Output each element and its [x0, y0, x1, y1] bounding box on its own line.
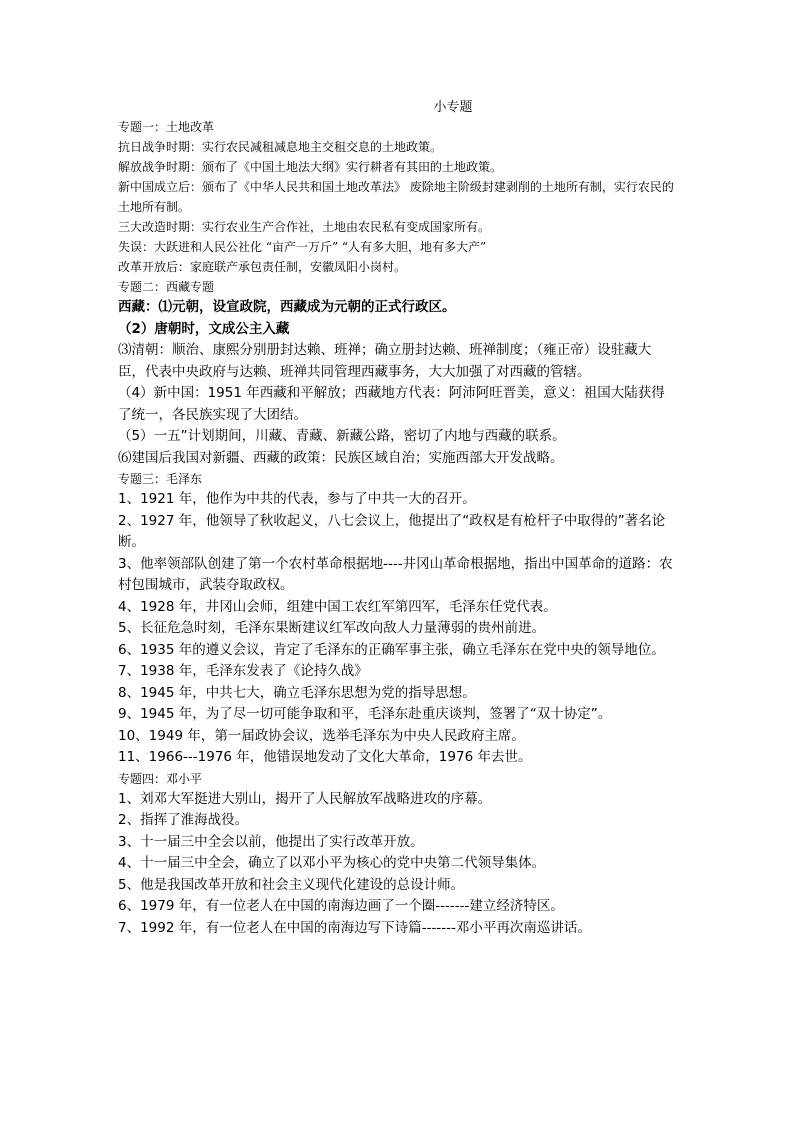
paragraph-line: （2）唐朝时，文成公主入藏	[118, 320, 290, 337]
list-item: 3、十一届三中全会以前，他提出了实行改革开放。	[118, 833, 424, 850]
list-item: 9、1945 年，为了尽一切可能争取和平，毛泽东赴重庆谈判，签署了“双十协定”。	[118, 706, 612, 722]
heading-deng: 专题四：邓小平	[118, 771, 203, 786]
list-item: 4、十一届三中全会，确立了以邓小平为核心的党中央第二代领导集体。	[118, 855, 546, 871]
page-title: 小专题	[433, 100, 473, 115]
list-item: 4、1928 年，井冈山会师，组建中国工农红军第四军，毛泽东任党代表。	[118, 598, 557, 615]
list-item: 5、长征危急时刻，毛泽东果断建议红军改向敌人力量薄弱的贵州前进。	[118, 620, 546, 636]
paragraph-line: 失误：大跃进和人民公社化 “亩产一万斤” “人有多大胆，地有多大产”	[118, 240, 487, 254]
paragraph-line: ⑶清朝：顺治、康熙分别册封达赖、班禅；确立册封达赖、班禅制度；（雍正帝）设驻藏大臣，代表中央政府与达赖、班禅共同管理西藏事务，大大加强了对西藏的管辖。	[118, 342, 652, 380]
list-item: 10、1949 年，第一届政协会议，选举毛泽东为中央人民政府主席。	[118, 727, 525, 744]
list-item: 1、1921 年，他作为中共的代表，参与了中共一大的召开。	[118, 491, 476, 507]
document-content	[118, 99, 678, 939]
paragraph-line: ⑹建国后我国对新疆、西藏的政策：民族区域自治；实施西部大开发战略。	[118, 449, 564, 466]
paragraph-line: （4）新中国：1951 年西藏和平解放；西藏地方代表：阿沛阿旺晋美，意义：祖国大陆获得了统一，各民族实现了大团结。	[118, 385, 665, 423]
heading-tibet: 专题二：西藏专题	[118, 280, 215, 294]
paragraph-line: 解放战争时期：颁布了《中国土地法大纲》实行耕者有其田的土地政策。	[118, 160, 503, 174]
list-item: 7、1938 年，毛泽东发表了《论持久战》	[118, 663, 368, 679]
heading-mao: 专题三：毛泽东	[118, 472, 203, 486]
list-item: 3、他率领部队创建了第一个农村革命根据地----井冈山革命根据地，指出中国革命的道路：农村包围城市，武装夺取政权。	[118, 555, 673, 593]
heading-land-reform: 专题一：土地改革	[118, 120, 215, 134]
paragraph-line: 改革开放后：家庭联产承包责任制，安徽凤阳小岗村。	[118, 260, 407, 274]
list-item: 1、刘邓大军挺进大别山，揭开了人民解放军战略进攻的序幕。	[118, 790, 492, 807]
list-item: 5、他是我国改革开放和社会主义现代化建设的总设计师。	[118, 876, 465, 893]
paragraph-line: 西藏：⑴元朝，设宣政院，西藏成为元朝的正式行政区。	[118, 299, 456, 315]
list-item: 6、1935 年的遵义会议，肯定了毛泽东的正确军事主张，确立毛泽东在党中央的领导地位。	[118, 641, 665, 658]
paragraph-line: （5）一五”计划期间，川藏、青藏、新藏公路，密切了内地与西藏的联系。	[118, 428, 566, 444]
list-item: 8、1945 年，中共七大，确立毛泽东思想为党的指导思想。	[118, 684, 476, 701]
paragraph-line: 新中国成立后：颁布了《中华人民共和国土地改革法》 废除地主阶级封建剥削的土地所有制，实行农民的土地所有制。	[118, 180, 674, 214]
list-item: 2、指挥了淮海战役。	[118, 812, 249, 828]
list-item: 11、1966---1976 年，他错误地发动了文化大革命，1976 年去世。	[118, 749, 532, 765]
list-item: 2、1927 年，他领导了秋收起义，八七会议上，他提出了“政权是有枪杆子中取得的”著名论断。	[118, 512, 666, 550]
paragraph-line: 抗日战争时期：实行农民减租减息地主交租交息的土地政策。	[118, 140, 443, 154]
list-item: 7、1992 年，有一位老人在中国的南海边写下诗篇-------邓小平再次南巡讲话。	[118, 919, 591, 936]
list-item: 6、1979 年，有一位老人在中国的南海边画了一个圈-------建立经济特区。	[118, 898, 564, 914]
paragraph-line: 三大改造时期：实行农业生产合作社，土地由农民私有变成国家所有。	[118, 220, 491, 234]
